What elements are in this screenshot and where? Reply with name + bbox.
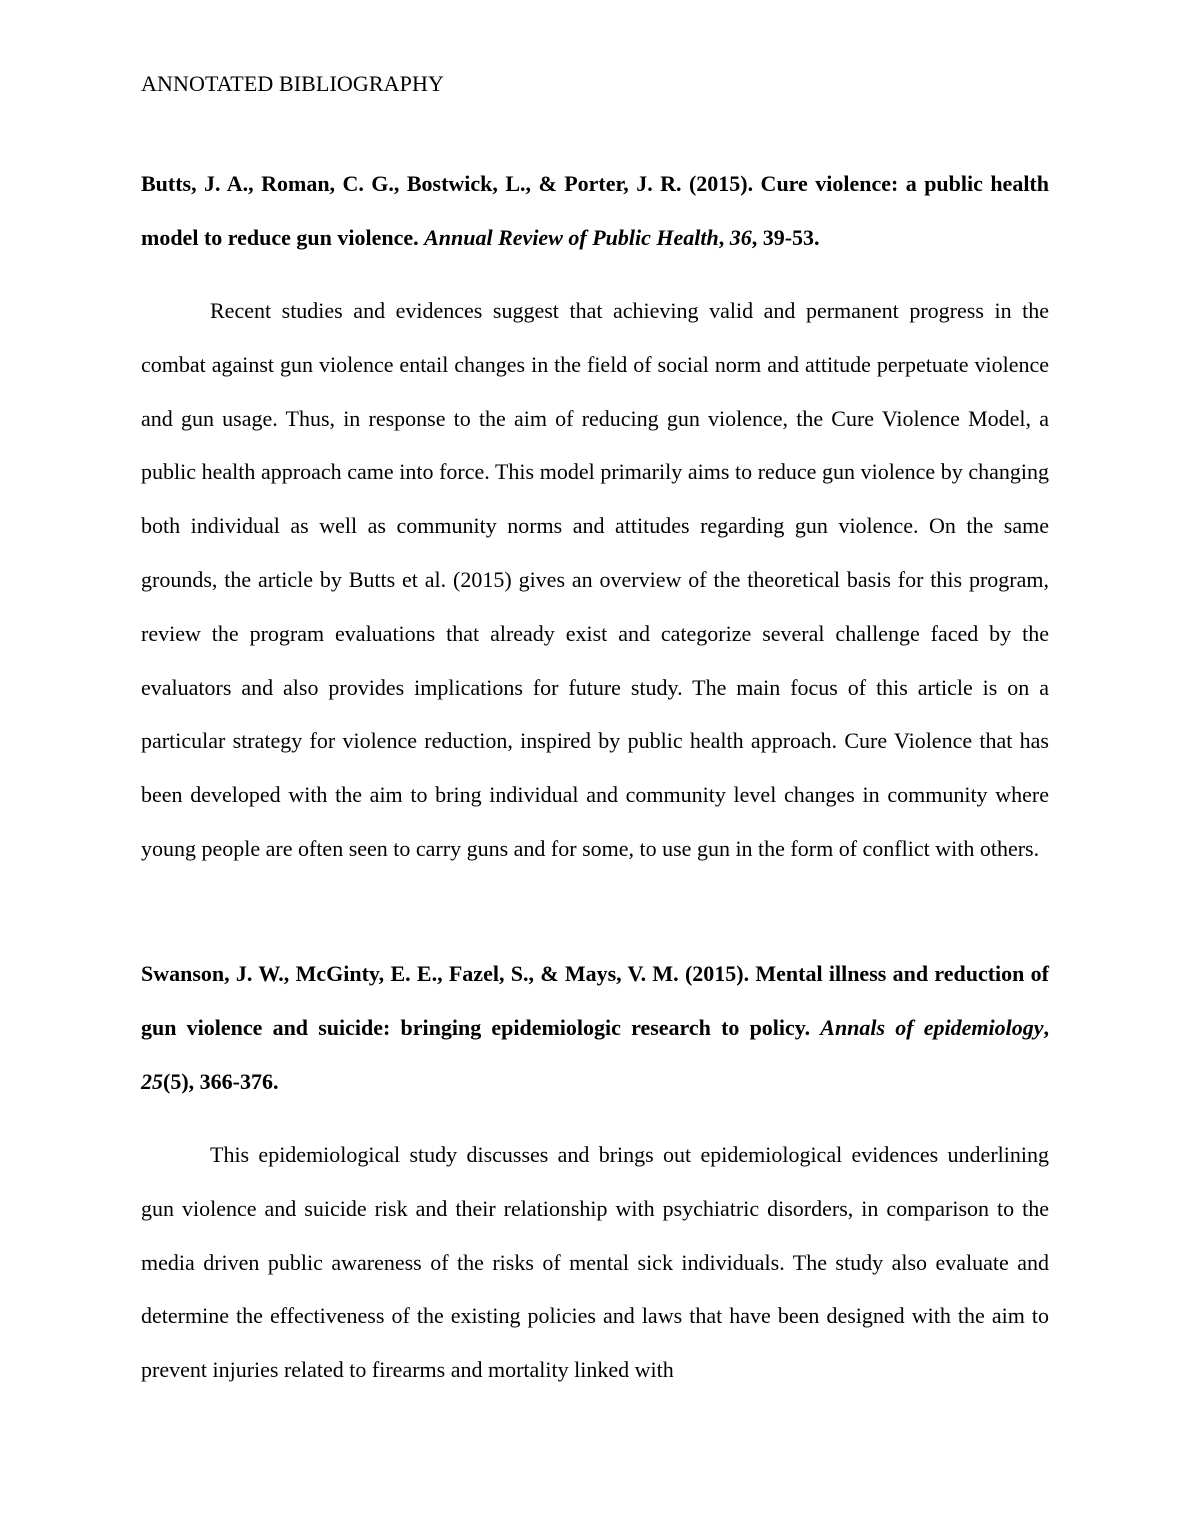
citation-2-volume: 25 — [141, 1069, 163, 1094]
citation-1-volume: 36 — [729, 225, 752, 250]
citation-2-journal: Annals of epidemiology — [820, 1015, 1044, 1040]
citation-2-authors-title: Swanson, J. W., McGinty, E. E., Fazel, S., & Mays, V. M. (2015). Mental illness and reduction of gun violence and suicide: bringing epidemiologic research to policy. — [141, 961, 1049, 1040]
annotation-2: This epidemiological study discusses and brings out epidemiological evidences underlining gun violence and suicide risk and their relationship with psychiatric disorders, in comparison to the media driven public awareness of the risks of mental sick individuals. The study also evaluate and determine the effectiveness of the existing policies and laws that have been designed with the aim to prevent injuries related to firearms and mortality linked with — [141, 1142, 1049, 1383]
citation-2-separator: , — [1043, 1015, 1049, 1040]
citation-2 — [141, 947, 1049, 1109]
annotation-1: Recent studies and evidences suggest that achieving valid and permanent progress in the combat against gun violence entail changes in the field of social norm and attitude perpetuate violence and gun usage. Thus, in response to the aim of reducing gun violence, the Cure Violence Model, a public health approach came into force. This model primarily aims to reduce gun violence by changing both individual as well as community norms and attitudes regarding gun violence. On the same grounds, the article by Butts et al. (2015) gives an overview of the theoretical basis for this program, review the program evaluations that already exist and categorize several challenge faced by the evaluators and also provides implications for future study. The main focus of this article is on a particular strategy for violence reduction, inspired by public health approach. Cure Violence that has been developed with the aim to bring individual and community level changes in community where young people are often seen to carry guns and for some, to use gun in the form of conflict with others. — [141, 298, 1049, 861]
citation-1-separator: , — [718, 225, 730, 250]
citation-1-journal: Annual Review of Public Health — [424, 225, 719, 250]
running-head: ANNOTATED BIBLIOGRAPHY — [141, 71, 444, 96]
citation-2-pages: (5), 366-376. — [163, 1069, 279, 1094]
citation-1-authors-title: Butts, J. A., Roman, C. G., Bostwick, L., & Porter, J. R. (2015). Cure violence: a public health model to reduce gun violence. — [141, 171, 1049, 250]
citation-1 — [141, 157, 1049, 265]
citation-1-pages: , 39-53. — [751, 225, 820, 250]
